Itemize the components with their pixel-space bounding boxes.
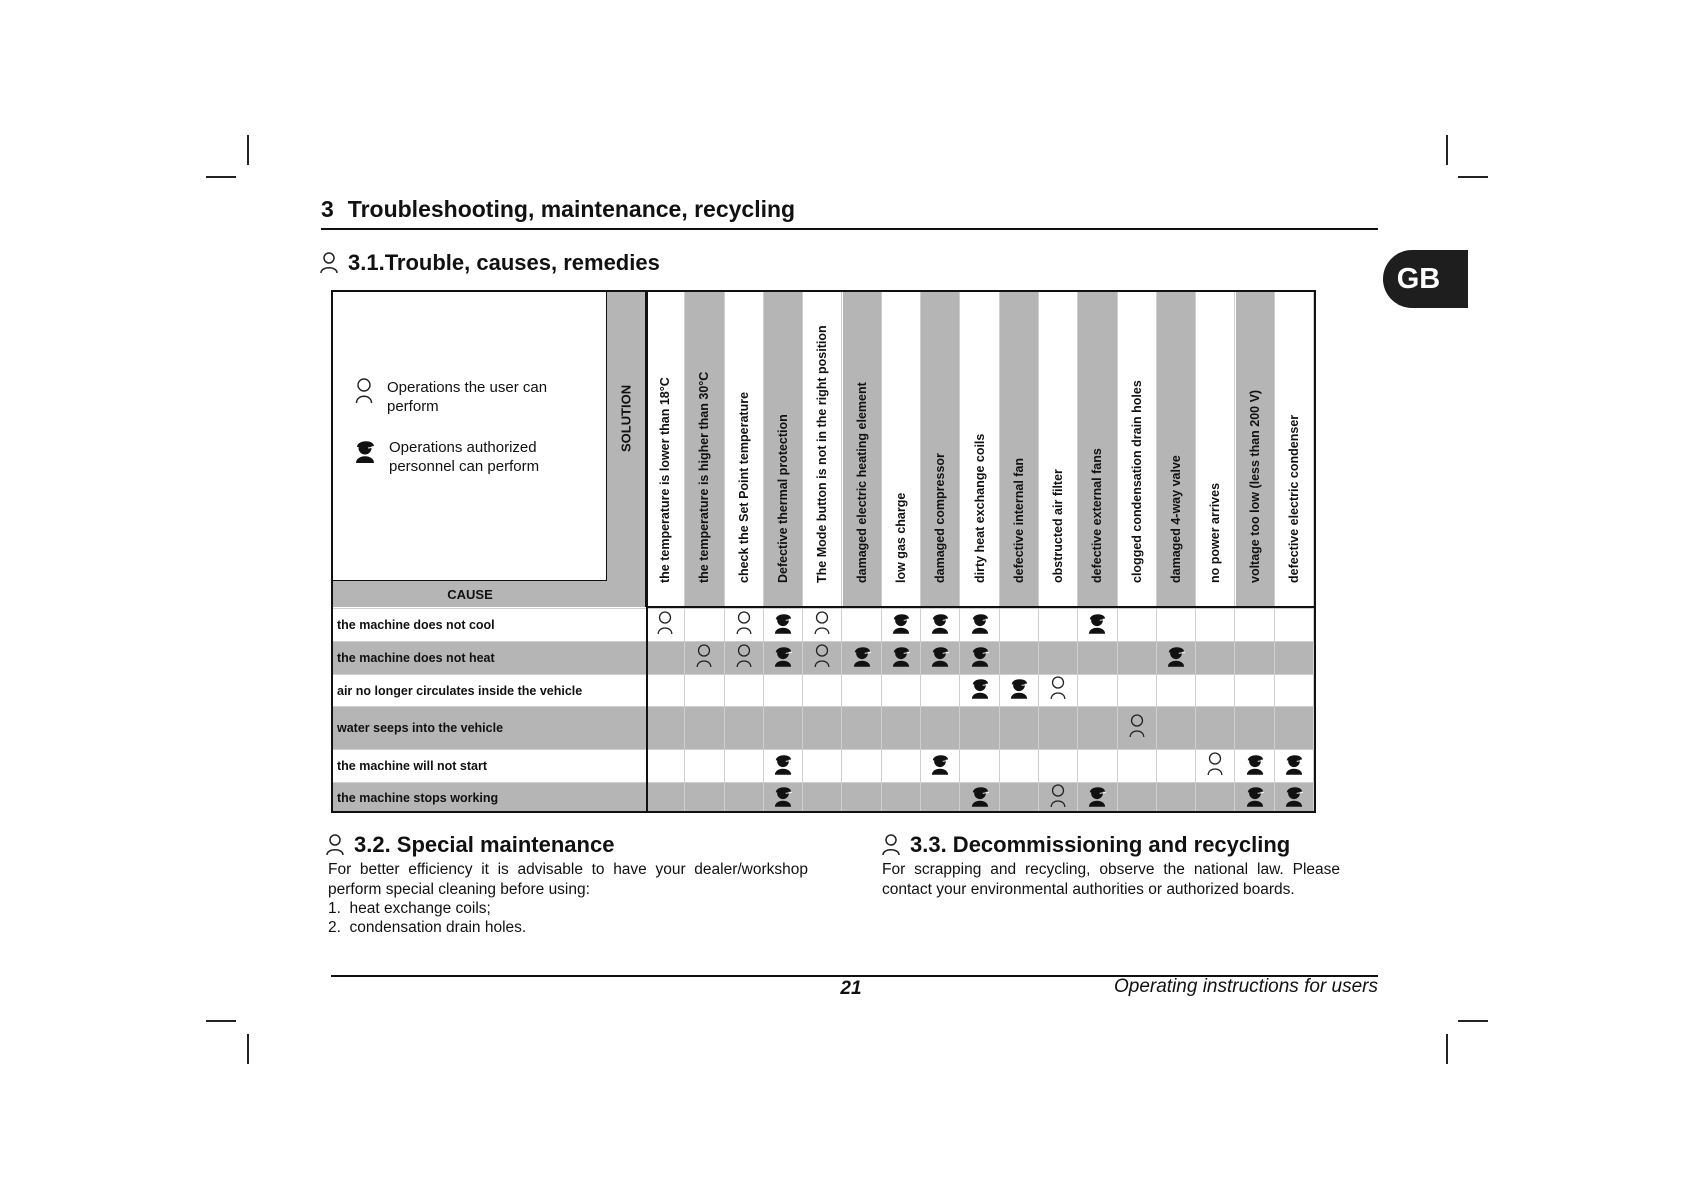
table-cell	[764, 783, 803, 813]
section-trouble-title-text: 3.1.Trouble, causes, remedies	[348, 250, 660, 275]
technician-cap-icon	[892, 611, 910, 640]
technician-cap-icon	[971, 644, 989, 673]
table-cell	[843, 609, 882, 641]
legend-user-text: Operations the user can perform	[387, 379, 548, 415]
legend-pro-text: Operations authorized personnel can perform	[389, 439, 540, 475]
table-cell	[646, 750, 685, 782]
table-cell	[1157, 707, 1196, 749]
section-special-title-text: 3.2. Special maintenance	[354, 832, 615, 857]
table-cell	[803, 675, 842, 706]
table-cell	[1236, 642, 1275, 674]
solution-label: damaged electric heating element	[854, 382, 869, 583]
solution-label: clogged condensation drain holes	[1129, 380, 1144, 583]
table-cell	[725, 783, 764, 813]
table-row	[333, 641, 1314, 674]
table-cell	[1196, 707, 1235, 749]
table-cell	[882, 783, 921, 813]
table-cell	[685, 642, 724, 674]
legend	[333, 292, 607, 581]
table-cell	[960, 642, 999, 674]
technician-cap-icon	[355, 438, 375, 464]
table-cell	[921, 642, 960, 674]
solution-label: damaged compressor	[933, 453, 948, 583]
solution-column-header	[960, 292, 999, 607]
header-rule	[646, 606, 1314, 608]
table-cell	[960, 783, 999, 813]
user-outline-icon	[814, 611, 830, 640]
table-cell	[646, 783, 685, 813]
table-cell	[843, 750, 882, 782]
solution-column-header	[803, 292, 842, 607]
table-cell	[1039, 609, 1078, 641]
table-cell	[1236, 675, 1275, 706]
table-row	[333, 706, 1314, 749]
user-outline-icon	[657, 611, 673, 640]
document-title: Operating instructions for users	[1113, 976, 1378, 997]
table-row	[333, 749, 1314, 782]
table-cell	[764, 609, 803, 641]
table-cell	[1157, 783, 1196, 813]
table-cell	[1236, 609, 1275, 641]
table-row	[333, 608, 1314, 641]
technician-cap-icon	[1010, 676, 1028, 705]
table-cell	[725, 675, 764, 706]
table-cell	[843, 783, 882, 813]
table-cell	[1236, 707, 1275, 749]
cause-label: the machine does not cool	[337, 618, 495, 632]
solution-label: no power arrives	[1208, 482, 1223, 583]
solution-column-header	[1157, 292, 1196, 607]
section-trouble-title	[320, 250, 660, 276]
table-cell	[1078, 707, 1117, 749]
table-cell	[1039, 750, 1078, 782]
table-cell	[646, 609, 685, 641]
solution-label: the temperature is lower than 18°C	[658, 377, 673, 583]
special-item-1: 1. heat exchange coils;	[328, 900, 491, 917]
table-cell	[843, 675, 882, 706]
crop-mark	[1458, 176, 1488, 178]
table-cell	[803, 707, 842, 749]
technician-cap-icon	[1088, 611, 1106, 640]
table-cell	[1196, 675, 1235, 706]
table-cell	[1000, 750, 1039, 782]
solution-label: the temperature is higher than 30°C	[697, 371, 712, 583]
chapter-title	[321, 196, 795, 223]
table-cell	[1000, 707, 1039, 749]
table-cell	[685, 609, 724, 641]
trouble-table	[331, 290, 1316, 813]
section-decommission-title-text: 3.3. Decommissioning and recycling	[910, 832, 1291, 857]
user-outline-icon	[882, 834, 900, 856]
user-outline-icon	[1050, 784, 1066, 813]
solution-column-header	[1275, 292, 1314, 607]
user-outline-icon	[814, 644, 830, 673]
table-cell	[1157, 675, 1196, 706]
solution-column-header	[1000, 292, 1039, 607]
user-outline-icon	[326, 834, 344, 856]
user-outline-icon	[736, 644, 752, 673]
table-cell	[882, 642, 921, 674]
table-cell	[1078, 675, 1117, 706]
table-cell	[1157, 750, 1196, 782]
section-decommission-title	[882, 832, 1290, 858]
table-cell	[803, 750, 842, 782]
table-cell	[1196, 642, 1235, 674]
table-cell	[1078, 609, 1117, 641]
solution-column-header	[921, 292, 960, 607]
table-cell	[960, 707, 999, 749]
crop-mark	[1446, 135, 1448, 165]
table-cell	[725, 609, 764, 641]
solution-column-header	[764, 292, 803, 607]
language-tab: GB	[1383, 250, 1468, 308]
solution-column-header	[1039, 292, 1078, 607]
solution-header	[607, 292, 646, 607]
technician-cap-icon	[931, 611, 949, 640]
table-cell	[921, 707, 960, 749]
user-outline-icon	[355, 378, 373, 404]
table-cell	[1000, 642, 1039, 674]
table-cell	[764, 675, 803, 706]
cause-header: CAUSE	[333, 581, 607, 607]
legend-user	[355, 378, 567, 416]
table-cell	[646, 707, 685, 749]
solution-label: The Mode button is not in the right position	[815, 325, 830, 583]
table-cell	[646, 675, 685, 706]
table-cell	[921, 750, 960, 782]
table-cell	[960, 750, 999, 782]
solution-label: damaged 4-way valve	[1169, 455, 1184, 583]
table-cell	[1275, 707, 1314, 749]
solution-header-text: SOLUTION	[618, 384, 634, 452]
table-cell	[1275, 750, 1314, 782]
table-cell	[1275, 675, 1314, 706]
technician-cap-icon	[892, 644, 910, 673]
solution-column-header	[882, 292, 921, 607]
technician-cap-icon	[931, 752, 949, 781]
table-cell	[1157, 609, 1196, 641]
table-cell	[1039, 642, 1078, 674]
table-cell	[1118, 642, 1157, 674]
cause-label: water seeps into the vehicle	[337, 721, 504, 735]
table-cell	[1078, 642, 1117, 674]
table-cell	[803, 609, 842, 641]
technician-cap-icon	[774, 611, 792, 640]
solution-column-header	[646, 292, 685, 607]
table-cell	[685, 707, 724, 749]
table-cell	[1039, 707, 1078, 749]
solution-label: dirty heat exchange coils	[972, 433, 987, 583]
crop-mark	[206, 1020, 236, 1022]
table-cell	[1275, 642, 1314, 674]
table-cell	[1157, 642, 1196, 674]
solution-column-header	[843, 292, 882, 607]
crop-mark	[247, 135, 249, 165]
technician-cap-icon	[971, 784, 989, 813]
solution-column-header	[685, 292, 724, 607]
decommission-text: For scrapping and recycling, observe the national law. Please contact your environmental authorities or authorized boards.	[882, 861, 1340, 898]
user-outline-icon	[1207, 752, 1223, 781]
chapter-title-text: Troubleshooting, maintenance, recycling	[347, 196, 796, 222]
special-intro: For better efficiency it is advisable to have your dealer/workshop perform special cleaning before using:	[328, 861, 808, 898]
technician-cap-icon	[774, 784, 792, 813]
solution-label: defective internal fan	[1011, 457, 1026, 583]
table-row	[333, 674, 1314, 706]
table-cell	[1039, 783, 1078, 813]
crop-mark	[1446, 1034, 1448, 1064]
table-cell	[1118, 707, 1157, 749]
crop-mark	[1458, 1020, 1488, 1022]
table-cell	[803, 642, 842, 674]
cause-label: the machine does not heat	[337, 651, 495, 665]
table-cell	[1236, 783, 1275, 813]
table-cell	[882, 609, 921, 641]
table-cell	[725, 750, 764, 782]
table-cell	[960, 675, 999, 706]
table-cell	[803, 783, 842, 813]
table-cell	[1236, 750, 1275, 782]
section-special-title	[326, 832, 614, 858]
table-cell	[1000, 675, 1039, 706]
cause-label: air no longer circulates inside the vehicle	[337, 683, 583, 698]
user-outline-icon	[320, 252, 338, 274]
technician-cap-icon	[1088, 784, 1106, 813]
technician-cap-icon	[1246, 752, 1264, 781]
technician-cap-icon	[1167, 644, 1185, 673]
solution-label: defective electric condenser	[1286, 414, 1301, 583]
table-cell	[921, 609, 960, 641]
table-cell	[685, 750, 724, 782]
table-cell	[1000, 609, 1039, 641]
table-cell	[725, 707, 764, 749]
table-cell	[882, 675, 921, 706]
cause-label: the machine will not start	[337, 759, 488, 773]
table-cell	[1275, 783, 1314, 813]
legend-pro	[355, 438, 569, 476]
technician-cap-icon	[1246, 784, 1264, 813]
solution-column-header	[1078, 292, 1117, 607]
solution-column-header	[1196, 292, 1235, 607]
table-cell	[1118, 675, 1157, 706]
technician-cap-icon	[1285, 784, 1303, 813]
table-cell	[685, 783, 724, 813]
table-cell	[1078, 783, 1117, 813]
technician-cap-icon	[971, 611, 989, 640]
table-cell	[1196, 609, 1235, 641]
crop-mark	[206, 176, 236, 178]
solution-label: defective external fans	[1090, 448, 1105, 583]
technician-cap-icon	[774, 644, 792, 673]
solution-label: obstructed air filter	[1051, 469, 1066, 583]
page-number: 21	[840, 978, 862, 999]
technician-cap-icon	[774, 752, 792, 781]
chapter-number: 3	[321, 196, 334, 222]
table-cell	[725, 642, 764, 674]
table-cell	[921, 675, 960, 706]
table-cell	[843, 707, 882, 749]
chapter-rule	[321, 228, 1378, 230]
user-outline-icon	[696, 644, 712, 673]
table-cell	[1118, 750, 1157, 782]
user-outline-icon	[736, 611, 752, 640]
table-cell	[685, 675, 724, 706]
solution-column-header	[1118, 292, 1157, 607]
table-cell	[764, 642, 803, 674]
table-row	[333, 782, 1314, 813]
table-cell	[1118, 783, 1157, 813]
technician-cap-icon	[853, 644, 871, 673]
table-cell	[764, 750, 803, 782]
table-cell	[646, 642, 685, 674]
solution-label: low gas charge	[893, 492, 908, 583]
solution-label: Defective thermal protection	[776, 414, 791, 583]
table-cell	[1039, 675, 1078, 706]
table-cell	[882, 707, 921, 749]
technician-cap-icon	[971, 676, 989, 705]
table-cell	[764, 707, 803, 749]
table-cell	[960, 609, 999, 641]
special-item-2: 2. condensation drain holes.	[328, 919, 527, 936]
solution-column-header	[725, 292, 764, 607]
column-rule	[646, 292, 648, 813]
table-cell	[843, 642, 882, 674]
table-cell	[1000, 783, 1039, 813]
user-outline-icon	[1129, 714, 1145, 743]
solution-label: check the Set Point temperature	[736, 391, 751, 583]
solution-label: voltage too low (less than 200 V)	[1247, 389, 1262, 583]
table-cell	[1196, 783, 1235, 813]
technician-cap-icon	[1285, 752, 1303, 781]
table-cell	[1118, 609, 1157, 641]
user-outline-icon	[1050, 676, 1066, 705]
table-cell	[882, 750, 921, 782]
table-cell	[1078, 750, 1117, 782]
solution-column-header	[1236, 292, 1275, 607]
table-cell	[921, 783, 960, 813]
table-cell	[1196, 750, 1235, 782]
cause-label: the machine stops working	[337, 791, 499, 805]
crop-mark	[247, 1034, 249, 1064]
table-cell	[1275, 609, 1314, 641]
technician-cap-icon	[931, 644, 949, 673]
